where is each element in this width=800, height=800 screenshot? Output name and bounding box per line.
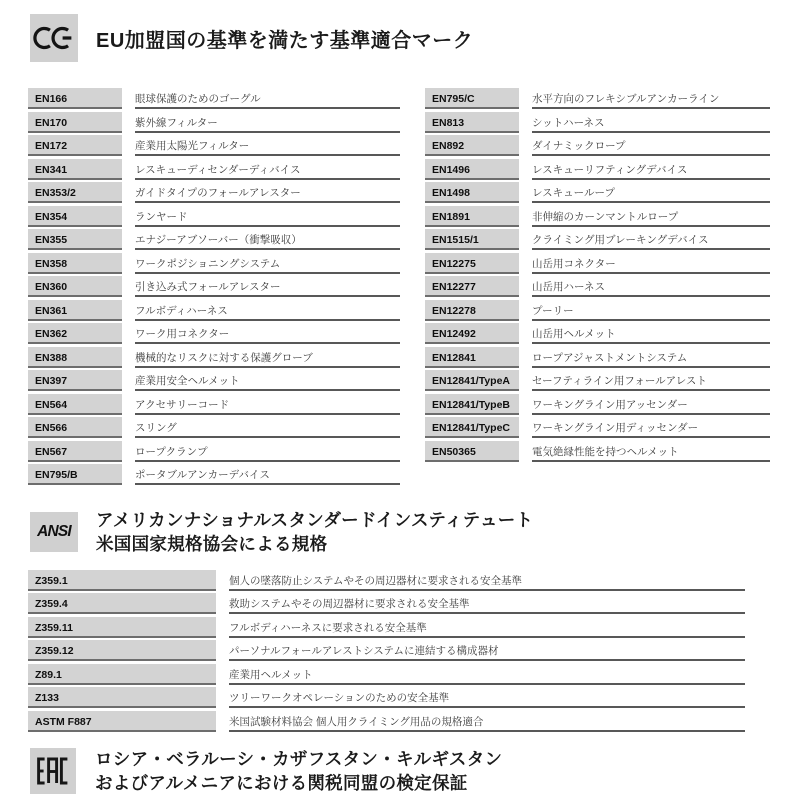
standard-description: 水平方向のフレキシブルアンカーライン [532,88,770,109]
standard-code-cell: EN12841 [425,347,519,368]
standard-description: アクセサリーコード [135,394,400,415]
standard-description: ワーキングライン用ディッセンダー [532,417,770,438]
standard-code-cell: EN362 [28,323,122,344]
standard-row [425,276,770,297]
standard-code-cell: EN1496 [425,159,519,180]
standard-code-cell: EN12277 [425,276,519,297]
standard-description: 引き込み式フォールアレスター [135,276,400,297]
standard-row [28,617,745,638]
standard-code-cell: EN50365 [425,441,519,462]
standard-code-cell: EN170 [28,112,122,133]
standard-row [28,664,745,685]
standard-description: ワークポジショニングシステム [135,253,400,274]
standard-code-cell: Z359.4 [28,593,216,614]
standard-code-cell: EN360 [28,276,122,297]
standard-row [28,370,400,391]
standard-description: 眼球保護のためのゴーグル [135,88,400,109]
standard-description: ワーキングライン用アッセンダー [532,394,770,415]
en-table-left-column [28,88,400,488]
eac-mark-icon [30,748,76,794]
standard-description: 産業用ヘルメット [229,664,745,685]
standard-code-cell: EN813 [425,112,519,133]
ansi-title-line1: アメリカンナショナルスタンダードインスティテュート [96,509,534,530]
standard-code-cell: EN355 [28,229,122,250]
standard-description: 機械的なリスクに対する保護グローブ [135,347,400,368]
standard-row [28,182,400,203]
standard-row [28,570,745,591]
standard-code-cell: EN397 [28,370,122,391]
standard-code-cell: EN12492 [425,323,519,344]
ce-section-header [0,0,800,62]
standard-code-cell: EN353/2 [28,182,122,203]
eac-section-header [0,734,800,795]
standard-row [28,300,400,321]
standard-description: クライミング用ブレーキングデバイス [532,229,770,250]
standard-description: 救助システムやその周辺器材に要求される安全基準 [229,593,745,614]
standard-code-cell: EN795/B [28,464,122,485]
standard-code-cell: EN358 [28,253,122,274]
standard-description: レスキューリフティングデバイス [532,159,770,180]
standard-row [28,593,745,614]
standard-code-cell: Z133 [28,687,216,708]
standard-code-cell: EN1515/1 [425,229,519,250]
en-standards-tables [28,88,800,488]
standard-description: ガイドタイプのフォールアレスター [135,182,400,203]
standard-row [28,640,745,661]
standard-description: ロープクランプ [135,441,400,462]
standard-row [28,711,745,732]
standard-description: ダイナミックロープ [532,135,770,156]
standard-code-cell: EN12278 [425,300,519,321]
standard-row [425,370,770,391]
eac-title-line1: ロシア・ベラルーシ・カザフスタン・キルギスタン [95,749,503,769]
standard-row [28,441,400,462]
standard-code-cell: EN388 [28,347,122,368]
standard-description: 産業用太陽光フィルター [135,135,400,156]
standard-row [28,394,400,415]
standard-description: プーリー [532,300,770,321]
eac-title-line2: およびアルメニアにおける関税同盟の検定保証 [95,773,468,793]
standard-description: 産業用安全ヘルメット [135,370,400,391]
standard-row [425,253,770,274]
standard-code-cell: EN361 [28,300,122,321]
standard-description: 紫外線フィルター [135,112,400,133]
standard-description: ランヤード [135,206,400,227]
ansi-logo-icon [30,512,78,552]
standard-description: 電気絶縁性能を持つヘルメット [532,441,770,462]
standard-row [425,112,770,133]
en-table-right-column [425,88,770,488]
standard-row [28,253,400,274]
standard-code-cell: EN341 [28,159,122,180]
standard-description: ワーク用コネクター [135,323,400,344]
standard-row [425,323,770,344]
ce-mark-icon [30,14,78,62]
standard-code-cell: EN354 [28,206,122,227]
standard-row [28,112,400,133]
standard-code-cell: EN172 [28,135,122,156]
standard-code-cell: Z359.12 [28,640,216,661]
standard-code-cell: EN12275 [425,253,519,274]
standard-code-cell: Z359.11 [28,617,216,638]
standard-description: 山岳用コネクター [532,253,770,274]
standard-row [28,135,400,156]
standard-code-cell: EN892 [425,135,519,156]
standard-row [425,417,770,438]
standard-row [28,687,745,708]
standard-description: フルボディハーネスに要求される安全基準 [229,617,745,638]
standard-description: 個人の墜落防止システムやその周辺器材に要求される安全基準 [229,570,745,591]
ansi-title-line2: 米国国家規格協会による規格 [96,533,328,554]
standard-row [425,88,770,109]
standard-row [425,182,770,203]
standard-row [425,441,770,462]
ce-section-title: EU加盟国の基準を満たす基準適合マーク [96,29,474,52]
standard-description: 山岳用ハーネス [532,276,770,297]
standard-description: ポータブルアンカーデバイス [135,464,400,485]
standard-row [28,88,400,109]
standard-code-cell: EN567 [28,441,122,462]
standard-row [425,300,770,321]
ansi-standards-table [28,570,745,732]
standard-code-cell: EN12841/TypeA [425,370,519,391]
standard-code-cell: EN1891 [425,206,519,227]
standard-description: エナジーアブソーバー（衝撃吸収） [135,229,400,250]
standard-row [28,206,400,227]
standard-row [425,229,770,250]
standard-description: レスキューループ [532,182,770,203]
standard-row [425,135,770,156]
standard-row [28,229,400,250]
standard-code-cell: EN564 [28,394,122,415]
standard-description: スリング [135,417,400,438]
standard-row [28,276,400,297]
standard-description: シットハーネス [532,112,770,133]
standard-code-cell: EN1498 [425,182,519,203]
standard-code-cell: EN12841/TypeC [425,417,519,438]
standard-row [28,347,400,368]
standard-row [28,323,400,344]
standard-description: レスキューディセンダーディバイス [135,159,400,180]
standard-row [28,159,400,180]
standard-description: 山岳用ヘルメット [532,323,770,344]
standard-code-cell: EN166 [28,88,122,109]
standard-description: フルボディハーネス [135,300,400,321]
standard-row [28,464,400,485]
standard-description: ツリーワークオペレーションのための安全基準 [229,687,745,708]
ansi-section-header [0,488,800,556]
standard-code-cell: ASTM F887 [28,711,216,732]
standard-row [425,159,770,180]
standard-description: セーフティライン用フォールアレスト [532,370,770,391]
standard-code-cell: Z359.1 [28,570,216,591]
standard-description: パーソナルフォールアレストシステムに連結する構成器材 [229,640,745,661]
standard-description: ロープアジャストメントシステム [532,347,770,368]
standard-row [425,347,770,368]
ansi-section-title [96,508,533,556]
standard-row [425,394,770,415]
standard-description: 米国試験材料協会 個人用クライミング用品の規格適合 [229,711,745,732]
standard-row [425,206,770,227]
standard-code-cell: EN12841/TypeB [425,394,519,415]
standard-code-cell: EN795/C [425,88,519,109]
standard-code-cell: Z89.1 [28,664,216,685]
ansi-logo-text: ANSI [37,522,71,540]
eac-section-title [95,747,502,795]
standard-code-cell: EN566 [28,417,122,438]
standard-row [28,417,400,438]
standard-description: 非伸縮のカーンマントルロープ [532,206,770,227]
